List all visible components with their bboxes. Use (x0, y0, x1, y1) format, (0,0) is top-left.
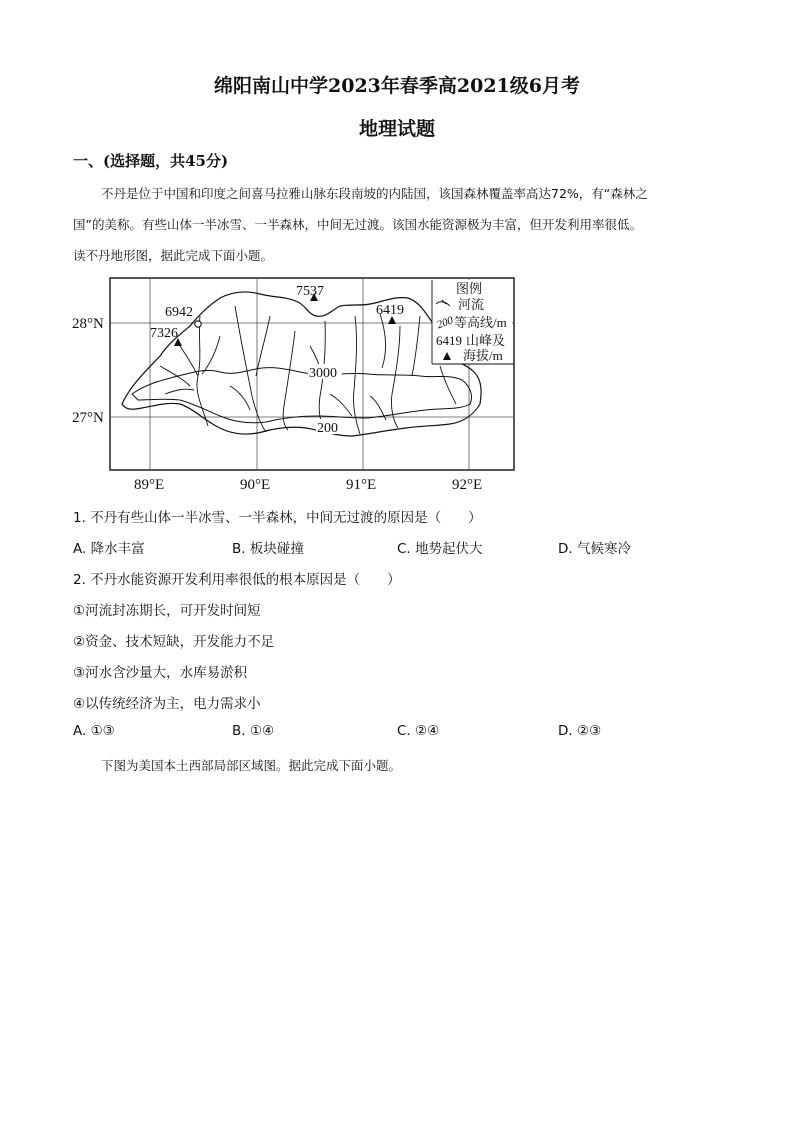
passage-line: 不丹是位于中国和印度之间喜马拉雅山脉东段南坡的内陆国，该国森林覆盖率高达72%，有“森林之 (101, 186, 648, 201)
lat-label: 28°N (72, 316, 104, 332)
passage-line: 国”的美称。有些山体一半冰雪、一半森林，中间无过渡。该国水能资源极为丰富，但开发利用率很低。 (73, 217, 642, 232)
passage-line: 下图为美国本土西部局部区域图。据此完成下面小题。 (101, 758, 402, 773)
q1-option-a[interactable]: A. 降水丰富 (73, 541, 145, 557)
legend-peak: 山峰及 (466, 333, 506, 348)
bhutan-topographic-map (70, 276, 530, 496)
passage-line: 读不丹地形图，据此完成下面小题。 (73, 248, 274, 263)
peak-label: 7537 (296, 284, 324, 299)
page-title: 绵阳南山中学2023年春季高2021级6月考 (214, 75, 580, 97)
peak-label: 6942 (165, 305, 193, 320)
peak-icon (195, 321, 201, 327)
q1-option-c[interactable]: C. 地势起伏大 (397, 541, 483, 557)
lat-label: 27°N (72, 410, 104, 426)
legend-title: 图例 (456, 281, 483, 296)
peak-label: 7326 (150, 326, 178, 341)
lon-label: 91°E (346, 477, 377, 493)
lon-label: 90°E (240, 477, 271, 493)
peak-label: 6419 (376, 303, 404, 318)
q2-option-c[interactable]: C. ②④ (397, 723, 440, 739)
question-2-stem: 2. 不丹水能资源开发利用率很低的根本原因是（ ） (73, 572, 401, 588)
legend-river: 河流 (458, 297, 485, 312)
lon-label: 89°E (134, 477, 165, 493)
legend-peak-sample: 6419 (436, 333, 462, 348)
contour-label-3000: 3000 (309, 366, 337, 381)
lon-label: 92°E (452, 477, 483, 493)
q2-item: ④以传统经济为主，电力需求小 (73, 696, 261, 712)
legend-peak2: 海拔/m (463, 348, 503, 363)
q1-option-d[interactable]: D. 气候寒冷 (558, 541, 631, 557)
page-subtitle: 地理试题 (358, 118, 435, 140)
question-1-stem: 1. 不丹有些山体一半冰雪、一半森林，中间无过渡的原因是（ ） (73, 510, 482, 526)
q2-item: ③河水含沙量大，水库易淤积 (73, 665, 248, 681)
q2-option-d[interactable]: D. ②③ (558, 723, 602, 739)
contour-label-200: 200 (317, 421, 338, 436)
q2-option-b[interactable]: B. ①④ (232, 723, 275, 739)
map-legend (432, 280, 514, 364)
legend-contour-sample: 200 (435, 314, 455, 332)
q2-item: ②资金、技术短缺，开发能力不足 (73, 634, 275, 650)
q2-item: ①河流封冻期长，可开发时间短 (73, 603, 261, 619)
q2-option-a[interactable]: A. ①③ (73, 723, 115, 739)
section-heading: 一、(选择题，共45分) (73, 152, 229, 170)
q1-option-b[interactable]: B. 板块碰撞 (232, 541, 304, 557)
legend-contour: 等高线/m (454, 315, 507, 330)
